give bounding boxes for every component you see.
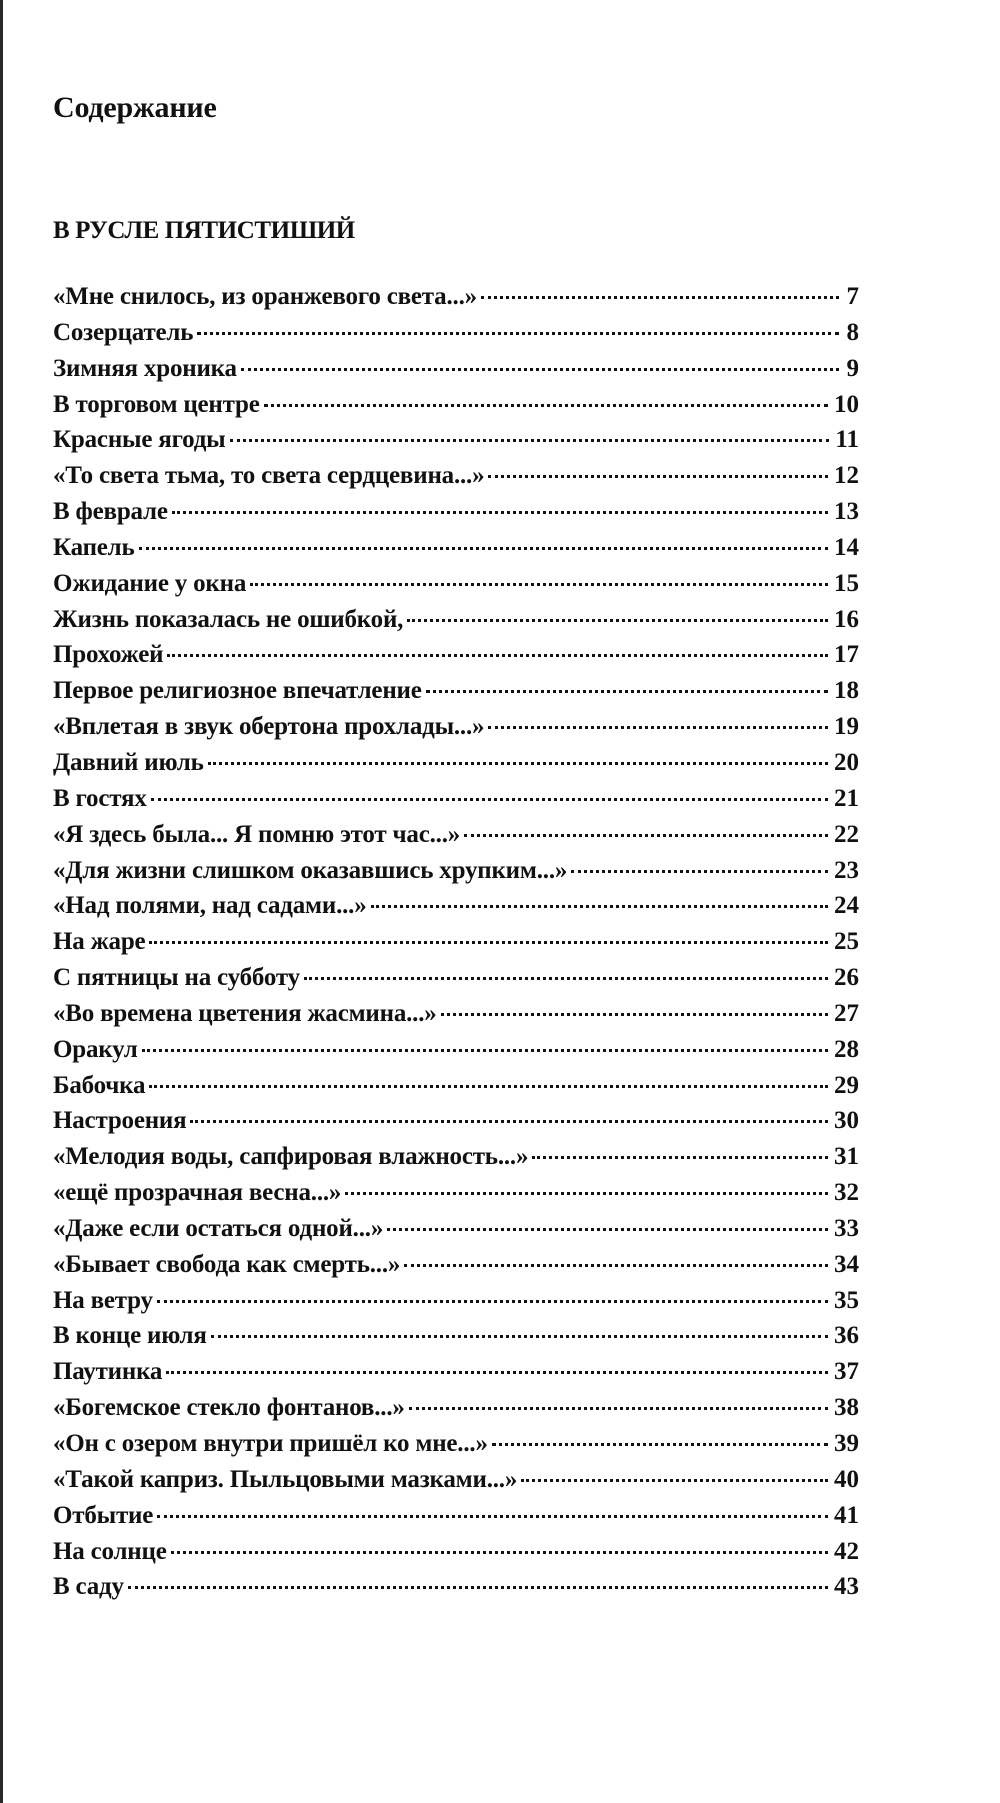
dot-leader <box>172 511 828 514</box>
dot-leader <box>264 404 828 407</box>
toc-entry-title: Первое религиозное впечатление <box>53 677 422 705</box>
section-title: В РУСЛЕ ПЯТИСТИШИЙ <box>53 217 355 244</box>
toc-entry[interactable] <box>53 924 859 960</box>
toc-entry-page-number: 7 <box>846 283 859 310</box>
toc-entry[interactable] <box>53 1139 859 1175</box>
toc-entry-page-number: 8 <box>846 318 859 346</box>
dot-leader <box>521 1479 828 1482</box>
toc-entry[interactable] <box>53 817 859 853</box>
dot-leader <box>488 475 828 478</box>
toc-entry-title: «Богемское стекло фонтанов...» <box>53 1394 405 1422</box>
toc-entry-title: Оракул <box>53 1035 138 1063</box>
toc-entry[interactable] <box>53 387 859 423</box>
dot-leader <box>464 834 828 837</box>
toc-entry-page-number: 19 <box>834 713 859 741</box>
dot-leader <box>426 690 828 693</box>
dot-leader <box>404 1264 828 1267</box>
toc-entry[interactable] <box>53 1569 859 1605</box>
toc-entry[interactable] <box>53 351 859 387</box>
dot-leader <box>304 977 828 980</box>
toc-entry-title: «То света тьма, то света сердцевина...» <box>53 462 485 490</box>
toc-entry-title: На жаре <box>53 928 146 956</box>
toc-entry[interactable] <box>53 1211 859 1247</box>
dot-leader <box>409 1407 828 1410</box>
toc-entry-title: «Бывает свобода как смерть...» <box>53 1250 401 1278</box>
dot-leader <box>371 905 828 908</box>
toc-entry[interactable] <box>53 1426 859 1462</box>
toc-entry-title: В гостях <box>53 784 147 812</box>
toc-entry-title: Паутинка <box>53 1358 163 1386</box>
toc-entry-page-number: 27 <box>834 999 859 1027</box>
toc-entry-title: Созерцатель <box>53 318 194 346</box>
toc-entry-title: «Такой каприз. Пыльцовыми мазками...» <box>53 1465 518 1493</box>
dot-leader <box>139 547 828 550</box>
toc-entry[interactable] <box>53 673 859 709</box>
toc-entry[interactable] <box>53 1462 859 1498</box>
toc-entry-page-number: 12 <box>834 462 859 490</box>
toc-entry[interactable] <box>53 458 859 494</box>
toc-entry-page-number: 17 <box>834 641 859 669</box>
toc-entry-page-number: 14 <box>834 533 859 561</box>
toc-entry-title: «Во времена цветения жасмина...» <box>53 999 437 1027</box>
toc-entry-page-number: 28 <box>834 1035 859 1063</box>
dot-leader <box>481 296 839 299</box>
toc-entry-title: Отбытие <box>53 1501 154 1529</box>
dot-leader <box>492 1443 828 1446</box>
toc-entry-title: «Мелодия воды, сапфировая влажность...» <box>53 1143 529 1171</box>
dot-leader <box>488 726 828 729</box>
toc-entry-page-number: 40 <box>834 1465 859 1493</box>
toc-entry-title: Ожидание у окна <box>53 569 247 597</box>
dot-leader <box>149 941 828 944</box>
toc-entry-page-number: 23 <box>834 856 859 884</box>
dot-leader <box>208 762 828 765</box>
dot-leader <box>190 1120 828 1123</box>
toc-entry-title: Капель <box>53 533 135 561</box>
toc-entry-title: Давний июль <box>53 748 204 776</box>
toc-entry-title: «ещё прозрачная весна...» <box>53 1179 342 1207</box>
toc-entry-page-number: 25 <box>834 928 859 956</box>
toc-entry[interactable] <box>53 1390 859 1426</box>
toc-entry-page-number: 11 <box>835 426 859 454</box>
dot-leader <box>171 1551 828 1554</box>
toc-entry[interactable] <box>53 745 859 781</box>
toc-entry-title: На ветру <box>53 1286 153 1314</box>
toc-entry-page-number: 35 <box>834 1286 859 1314</box>
table-of-contents-list <box>53 279 859 1605</box>
toc-entry-page-number: 34 <box>834 1250 859 1278</box>
toc-entry-title: «Для жизни слишком оказавшись хрупким...» <box>53 856 568 884</box>
dot-leader <box>571 870 828 873</box>
toc-entry-page-number: 22 <box>834 820 859 848</box>
toc-entry-page-number: 26 <box>834 964 859 992</box>
page-edge-shadow <box>0 0 3 1803</box>
dot-leader <box>157 1300 828 1303</box>
toc-entry-page-number: 9 <box>846 354 859 382</box>
dot-leader <box>167 654 828 657</box>
toc-entry-title: На солнце <box>53 1537 167 1565</box>
toc-entry[interactable] <box>53 1318 859 1354</box>
dot-leader <box>157 1515 828 1518</box>
dot-leader <box>166 1371 828 1374</box>
dot-leader <box>241 368 839 371</box>
toc-entry-title: Зимняя хроника <box>53 354 237 382</box>
toc-entry[interactable] <box>53 1032 859 1068</box>
toc-entry-page-number: 15 <box>834 569 859 597</box>
toc-entry-page-number: 16 <box>834 605 859 633</box>
toc-entry-page-number: 37 <box>834 1358 859 1386</box>
toc-entry-page-number: 30 <box>834 1107 859 1135</box>
toc-entry[interactable] <box>53 422 859 458</box>
toc-entry-page-number: 31 <box>834 1143 859 1171</box>
dot-leader <box>142 1049 828 1052</box>
toc-entry-page-number: 13 <box>834 498 859 526</box>
toc-entry-page-number: 18 <box>834 677 859 705</box>
toc-entry-title: В конце июля <box>53 1322 207 1350</box>
toc-entry-page-number: 20 <box>834 748 859 776</box>
toc-entry[interactable] <box>53 637 859 673</box>
toc-entry-title: В феврале <box>53 498 168 526</box>
toc-entry-page-number: 29 <box>834 1071 859 1099</box>
toc-entry-title: В торговом центре <box>53 390 260 418</box>
dot-leader <box>407 619 828 622</box>
dot-leader <box>250 583 828 586</box>
toc-entry-title: «Он с озером внутри пришёл ко мне...» <box>53 1430 488 1457</box>
toc-entry[interactable] <box>53 1247 859 1283</box>
toc-entry[interactable] <box>53 781 859 817</box>
toc-entry[interactable] <box>53 888 859 924</box>
toc-entry[interactable] <box>53 853 859 889</box>
toc-entry-title: Бабочка <box>53 1071 146 1099</box>
page-title: Содержание <box>53 91 217 124</box>
toc-entry-page-number: 21 <box>834 784 859 812</box>
dot-leader <box>230 439 830 442</box>
toc-entry-title: «Над полями, над садами...» <box>53 892 367 920</box>
toc-entry-page-number: 32 <box>834 1179 859 1207</box>
toc-entry-page-number: 24 <box>834 892 859 920</box>
toc-entry-title: Настроения <box>53 1107 187 1135</box>
toc-entry[interactable] <box>53 279 859 315</box>
dot-leader <box>128 1586 828 1589</box>
dot-leader <box>151 798 828 801</box>
toc-entry[interactable] <box>53 960 859 996</box>
toc-entry-title: Красные ягоды <box>53 426 226 454</box>
toc-entry-page-number: 38 <box>834 1394 859 1422</box>
toc-entry-title: «Мне снилось, из оранжевого света...» <box>53 283 477 310</box>
toc-entry[interactable] <box>53 602 859 638</box>
dot-leader <box>197 332 839 335</box>
toc-entry[interactable] <box>53 1283 859 1319</box>
dot-leader <box>149 1085 828 1088</box>
toc-entry[interactable] <box>53 1068 859 1104</box>
dot-leader <box>532 1156 828 1159</box>
toc-entry-title: С пятницы на субботу <box>53 964 300 992</box>
toc-entry[interactable] <box>53 709 859 745</box>
dot-leader <box>211 1335 828 1338</box>
toc-entry-page-number: 43 <box>834 1573 859 1601</box>
toc-entry[interactable] <box>53 315 859 351</box>
toc-entry[interactable] <box>53 1354 859 1390</box>
toc-entry-title: «Я здесь была... Я помню этот час...» <box>53 820 461 848</box>
toc-entry-title: «Вплетая в звук обертона прохлады...» <box>53 713 485 741</box>
toc-entry-title: «Даже если остаться одной...» <box>53 1214 384 1242</box>
toc-entry-page-number: 39 <box>834 1430 859 1457</box>
toc-entry-page-number: 42 <box>834 1537 859 1565</box>
toc-entry[interactable] <box>53 494 859 530</box>
toc-entry-page-number: 36 <box>834 1322 859 1350</box>
toc-entry[interactable] <box>53 1175 859 1211</box>
dot-leader <box>387 1228 828 1231</box>
toc-entry-title: Прохожей <box>53 641 164 669</box>
dot-leader <box>441 1013 828 1016</box>
toc-entry[interactable] <box>53 566 859 602</box>
toc-entry[interactable] <box>53 1534 859 1570</box>
toc-entry-page-number: 41 <box>834 1501 859 1529</box>
toc-entry[interactable] <box>53 530 859 566</box>
dot-leader <box>345 1192 828 1195</box>
toc-entry[interactable] <box>53 996 859 1032</box>
toc-entry[interactable] <box>53 1498 859 1534</box>
toc-entry-page-number: 10 <box>834 390 859 418</box>
toc-entry-title: В саду <box>53 1573 124 1601</box>
toc-entry-page-number: 33 <box>834 1214 859 1242</box>
toc-entry[interactable] <box>53 1103 859 1139</box>
toc-entry-title: Жизнь показалась не ошибкой, <box>53 605 404 633</box>
